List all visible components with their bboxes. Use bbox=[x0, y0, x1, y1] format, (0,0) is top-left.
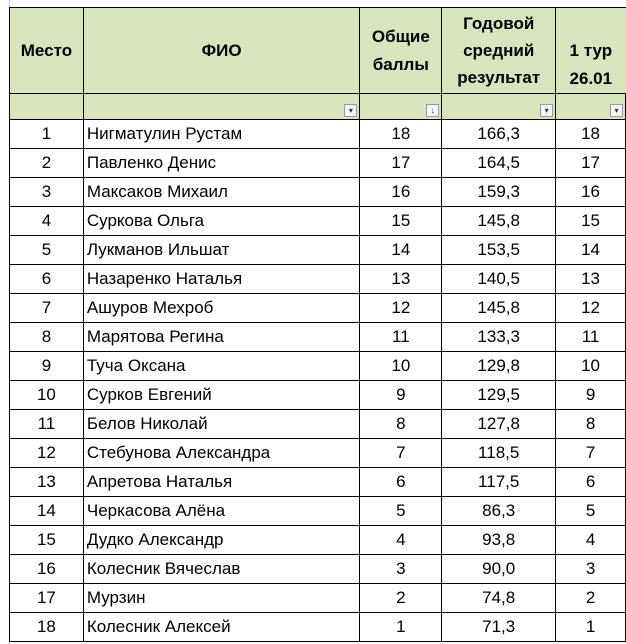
table-row bbox=[10, 120, 626, 149]
name-cell[interactable]: Назаренко Наталья bbox=[83, 265, 360, 294]
table-row bbox=[10, 555, 626, 584]
average-cell[interactable]: 118,5 bbox=[442, 439, 556, 468]
header-total[interactable] bbox=[360, 8, 442, 94]
filter-cell-name bbox=[83, 94, 360, 120]
table-row bbox=[10, 497, 626, 526]
dropdown-arrow-icon[interactable]: ▾ bbox=[610, 104, 623, 117]
place-cell[interactable]: 3 bbox=[10, 178, 84, 207]
total-cell[interactable]: 12 bbox=[360, 294, 442, 323]
tour1-cell[interactable]: 5 bbox=[556, 497, 626, 526]
total-cell[interactable]: 5 bbox=[360, 497, 442, 526]
name-cell[interactable]: Марятова Регина bbox=[83, 323, 360, 352]
table-row bbox=[10, 178, 626, 207]
header-total-line1: Общие bbox=[371, 26, 430, 46]
name-cell[interactable]: Павленко Денис bbox=[83, 149, 360, 178]
filter-cell-place bbox=[10, 94, 84, 120]
place-cell[interactable]: 7 bbox=[10, 294, 84, 323]
total-cell[interactable]: 1 bbox=[360, 613, 442, 642]
table-row bbox=[10, 410, 626, 439]
place-cell[interactable]: 18 bbox=[10, 613, 84, 642]
place-cell[interactable]: 6 bbox=[10, 265, 84, 294]
total-cell[interactable]: 14 bbox=[360, 236, 442, 265]
average-cell[interactable]: 166,3 bbox=[442, 120, 556, 149]
sort-descending-filter-icon[interactable]: ↓ bbox=[426, 104, 439, 117]
name-cell[interactable]: Сурков Евгений bbox=[83, 381, 360, 410]
filter-row bbox=[10, 94, 626, 120]
header-row bbox=[10, 8, 626, 94]
header-average-line3: результат bbox=[457, 68, 541, 87]
total-cell[interactable]: 3 bbox=[360, 555, 442, 584]
place-cell[interactable]: 16 bbox=[10, 555, 84, 584]
name-cell[interactable]: Ашуров Мехроб bbox=[83, 294, 360, 323]
name-cell[interactable]: Нигматулин Рустам bbox=[83, 120, 360, 149]
total-cell[interactable]: 7 bbox=[360, 439, 442, 468]
average-cell[interactable]: 93,8 bbox=[442, 526, 556, 555]
table-body bbox=[10, 120, 626, 642]
tour1-cell[interactable]: 16 bbox=[556, 178, 626, 207]
tour1-cell[interactable]: 18 bbox=[556, 120, 626, 149]
name-cell[interactable]: Дудко Александр bbox=[83, 526, 360, 555]
table-row bbox=[10, 265, 626, 294]
header-average[interactable] bbox=[442, 8, 556, 94]
dropdown-arrow-icon[interactable]: ▾ bbox=[344, 104, 357, 117]
total-cell[interactable]: 4 bbox=[360, 526, 442, 555]
place-cell[interactable]: 8 bbox=[10, 323, 84, 352]
name-cell[interactable]: Туча Оксана bbox=[83, 352, 360, 381]
dropdown-arrow-icon[interactable]: ▾ bbox=[540, 104, 553, 117]
place-cell[interactable]: 17 bbox=[10, 584, 84, 613]
tour1-cell[interactable]: 11 bbox=[556, 323, 626, 352]
name-cell[interactable]: Лукманов Ильшат bbox=[83, 236, 360, 265]
name-cell[interactable]: Колесник Вячеслав bbox=[83, 555, 360, 584]
name-cell[interactable]: Максаков Михаил bbox=[83, 178, 360, 207]
average-cell[interactable]: 90,0 bbox=[442, 555, 556, 584]
total-cell[interactable]: 13 bbox=[360, 265, 442, 294]
total-cell[interactable]: 11 bbox=[360, 323, 442, 352]
average-cell[interactable]: 133,3 bbox=[442, 323, 556, 352]
filter-cell-total bbox=[360, 94, 442, 120]
average-cell[interactable]: 117,5 bbox=[442, 468, 556, 497]
total-cell[interactable]: 16 bbox=[360, 178, 442, 207]
place-cell[interactable]: 11 bbox=[10, 410, 84, 439]
header-place-label: Место bbox=[20, 40, 73, 60]
tour1-cell[interactable]: 4 bbox=[556, 526, 626, 555]
average-cell[interactable]: 145,8 bbox=[442, 207, 556, 236]
tour1-cell[interactable]: 7 bbox=[556, 439, 626, 468]
place-cell[interactable]: 5 bbox=[10, 236, 84, 265]
table-row bbox=[10, 236, 626, 265]
total-cell[interactable]: 2 bbox=[360, 584, 442, 613]
tour1-cell[interactable]: 1 bbox=[556, 613, 626, 642]
header-name[interactable] bbox=[83, 8, 360, 94]
place-cell[interactable]: 13 bbox=[10, 468, 84, 497]
tour1-cell[interactable]: 10 bbox=[556, 352, 626, 381]
header-tour1[interactable] bbox=[556, 8, 626, 94]
place-cell[interactable]: 14 bbox=[10, 497, 84, 526]
table-row bbox=[10, 294, 626, 323]
table-row bbox=[10, 584, 626, 613]
place-cell[interactable]: 9 bbox=[10, 352, 84, 381]
filter-cell-average bbox=[442, 94, 556, 120]
average-cell[interactable]: 159,3 bbox=[442, 178, 556, 207]
average-cell[interactable]: 140,5 bbox=[442, 265, 556, 294]
tour1-cell[interactable]: 3 bbox=[556, 555, 626, 584]
tour1-cell[interactable]: 9 bbox=[556, 381, 626, 410]
header-name-label: ФИО bbox=[201, 40, 242, 60]
total-cell[interactable]: 15 bbox=[360, 207, 442, 236]
tour1-cell[interactable]: 13 bbox=[556, 265, 626, 294]
table-row bbox=[10, 526, 626, 555]
total-cell[interactable]: 17 bbox=[360, 149, 442, 178]
total-cell[interactable]: 9 bbox=[360, 381, 442, 410]
tour1-cell[interactable]: 17 bbox=[556, 149, 626, 178]
table-row bbox=[10, 352, 626, 381]
header-tour1-line2: 26.01 bbox=[569, 69, 613, 88]
average-cell[interactable]: 74,8 bbox=[442, 584, 556, 613]
tour1-cell[interactable]: 8 bbox=[556, 410, 626, 439]
average-cell[interactable]: 164,5 bbox=[442, 149, 556, 178]
average-cell[interactable]: 127,8 bbox=[442, 410, 556, 439]
header-tour1-line1: 1 тур bbox=[569, 41, 613, 60]
average-cell[interactable]: 153,5 bbox=[442, 236, 556, 265]
total-cell[interactable]: 18 bbox=[360, 120, 442, 149]
header-average-line1: Годовой bbox=[463, 14, 535, 33]
total-cell[interactable]: 10 bbox=[360, 352, 442, 381]
name-cell[interactable]: Белов Николай bbox=[83, 410, 360, 439]
place-cell[interactable]: 2 bbox=[10, 149, 84, 178]
place-cell[interactable]: 10 bbox=[10, 381, 84, 410]
tour1-cell[interactable]: 15 bbox=[556, 207, 626, 236]
tour1-cell[interactable]: 6 bbox=[556, 468, 626, 497]
total-cell[interactable]: 8 bbox=[360, 410, 442, 439]
filter-cell-tour1 bbox=[556, 94, 626, 120]
table-row bbox=[10, 613, 626, 642]
place-cell[interactable]: 12 bbox=[10, 439, 84, 468]
name-cell[interactable]: Стебунова Александра bbox=[83, 439, 360, 468]
results-table bbox=[9, 7, 626, 642]
table-row bbox=[10, 439, 626, 468]
table-row bbox=[10, 323, 626, 352]
place-cell[interactable]: 1 bbox=[10, 120, 84, 149]
table-row bbox=[10, 381, 626, 410]
place-cell[interactable]: 4 bbox=[10, 207, 84, 236]
header-place[interactable] bbox=[10, 8, 84, 94]
header-total-line2: баллы bbox=[372, 54, 429, 74]
average-cell[interactable]: 86,3 bbox=[442, 497, 556, 526]
average-cell[interactable]: 129,8 bbox=[442, 352, 556, 381]
name-cell[interactable]: Колесник Алексей bbox=[83, 613, 360, 642]
name-cell[interactable]: Мурзин bbox=[83, 584, 360, 613]
average-cell[interactable]: 145,8 bbox=[442, 294, 556, 323]
table-row bbox=[10, 207, 626, 236]
average-cell[interactable]: 129,5 bbox=[442, 381, 556, 410]
place-cell[interactable]: 15 bbox=[10, 526, 84, 555]
name-cell[interactable]: Черкасова Алёна bbox=[83, 497, 360, 526]
tour1-cell[interactable]: 14 bbox=[556, 236, 626, 265]
header-average-line2: средний bbox=[463, 41, 535, 60]
tour1-cell[interactable]: 2 bbox=[556, 584, 626, 613]
total-cell[interactable]: 6 bbox=[360, 468, 442, 497]
table-row bbox=[10, 468, 626, 497]
tour1-cell[interactable]: 12 bbox=[556, 294, 626, 323]
table-row bbox=[10, 149, 626, 178]
name-cell[interactable]: Суркова Ольга bbox=[83, 207, 360, 236]
name-cell[interactable]: Апретова Наталья bbox=[83, 468, 360, 497]
average-cell[interactable]: 71,3 bbox=[442, 613, 556, 642]
